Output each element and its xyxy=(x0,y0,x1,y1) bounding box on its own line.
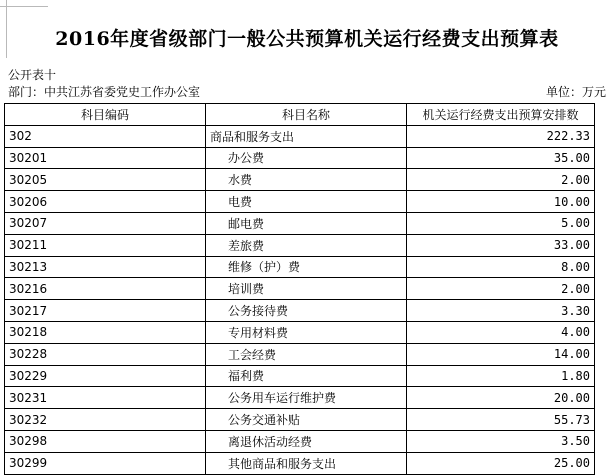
subject-code-cell: 30206 xyxy=(5,191,206,213)
table-row xyxy=(5,365,595,387)
subject-code-cell: 30232 xyxy=(5,409,206,431)
table-row xyxy=(5,191,595,213)
budget-amount-cell: 8.00 xyxy=(407,256,595,278)
budget-amount-cell: 25.00 xyxy=(407,452,595,474)
subject-code-cell: 30205 xyxy=(5,169,206,191)
subject-name-cell: 培训费 xyxy=(206,278,407,300)
subject-code-cell: 30207 xyxy=(5,212,206,234)
subject-code-cell: 30216 xyxy=(5,278,206,300)
subject-code-cell: 30201 xyxy=(5,147,206,169)
department-label: 部门：中共江苏省委党史工作办公室 xyxy=(8,85,201,99)
subject-name-cell: 专用材料费 xyxy=(206,321,407,343)
subject-code-cell: 302 xyxy=(5,125,206,147)
table-row xyxy=(5,278,595,300)
table-row xyxy=(5,409,595,431)
header-subject-name: 科目名称 xyxy=(206,104,407,126)
budget-amount-cell: 55.73 xyxy=(407,409,595,431)
subject-name-cell: 水费 xyxy=(206,169,407,191)
subject-name-cell: 差旅费 xyxy=(206,234,407,256)
header-budget-amount: 机关运行经费支出预算安排数 xyxy=(407,104,595,126)
subject-code-cell: 30213 xyxy=(5,256,206,278)
subject-name-cell: 工会经费 xyxy=(206,343,407,365)
subject-name-cell: 公务用车运行维护费 xyxy=(206,387,407,409)
budget-amount-cell: 33.00 xyxy=(407,234,595,256)
table-row xyxy=(5,321,595,343)
subject-code-cell: 30218 xyxy=(5,321,206,343)
budget-amount-cell: 3.30 xyxy=(407,300,595,322)
subject-name-cell: 其他商品和服务支出 xyxy=(206,452,407,474)
subject-name-cell: 离退休活动经费 xyxy=(206,430,407,452)
header-subject-code: 科目编码 xyxy=(5,104,206,126)
unit-label: 单位：万元 xyxy=(545,85,606,99)
budget-amount-cell: 35.00 xyxy=(407,147,595,169)
budget-table xyxy=(4,103,595,475)
table-header-row xyxy=(5,104,595,126)
subject-code-cell: 30231 xyxy=(5,387,206,409)
budget-amount-cell: 2.00 xyxy=(407,169,595,191)
subject-name-cell: 公务接待费 xyxy=(206,300,407,322)
budget-amount-cell: 2.00 xyxy=(407,278,595,300)
table-row xyxy=(5,212,595,234)
subject-code-cell: 30228 xyxy=(5,343,206,365)
table-row xyxy=(5,300,595,322)
budget-amount-cell: 20.00 xyxy=(407,387,595,409)
subject-name-cell: 公务交通补贴 xyxy=(206,409,407,431)
page-title: 2016年度省级部门一般公共预算机关运行经费支出预算表 xyxy=(55,28,559,50)
budget-amount-cell: 1.80 xyxy=(407,365,595,387)
subject-name-cell: 维修（护）费 xyxy=(206,256,407,278)
subject-name-cell: 福利费 xyxy=(206,365,407,387)
budget-amount-cell: 14.00 xyxy=(407,343,595,365)
form-number: 公开表十 xyxy=(8,68,57,82)
budget-amount-cell: 10.00 xyxy=(407,191,595,213)
budget-amount-cell: 222.33 xyxy=(407,125,595,147)
budget-amount-cell: 5.00 xyxy=(407,212,595,234)
subject-name-cell: 商品和服务支出 xyxy=(206,125,407,147)
table-row xyxy=(5,452,595,474)
subject-code-cell: 30217 xyxy=(5,300,206,322)
subject-code-cell: 30299 xyxy=(5,452,206,474)
subject-name-cell: 办公费 xyxy=(206,147,407,169)
subject-code-cell: 30298 xyxy=(5,430,206,452)
subject-code-cell: 30211 xyxy=(5,234,206,256)
budget-amount-cell: 3.50 xyxy=(407,430,595,452)
budget-amount-cell: 4.00 xyxy=(407,321,595,343)
subject-name-cell: 邮电费 xyxy=(206,212,407,234)
table-row xyxy=(5,387,595,409)
table-row xyxy=(5,234,595,256)
table-row xyxy=(5,430,595,452)
table-row xyxy=(5,125,595,147)
subject-code-cell: 30229 xyxy=(5,365,206,387)
table-row xyxy=(5,256,595,278)
corner-rule-horizontal xyxy=(0,6,48,7)
table-row xyxy=(5,169,595,191)
subject-name-cell: 电费 xyxy=(206,191,407,213)
table-row xyxy=(5,343,595,365)
table-row xyxy=(5,147,595,169)
